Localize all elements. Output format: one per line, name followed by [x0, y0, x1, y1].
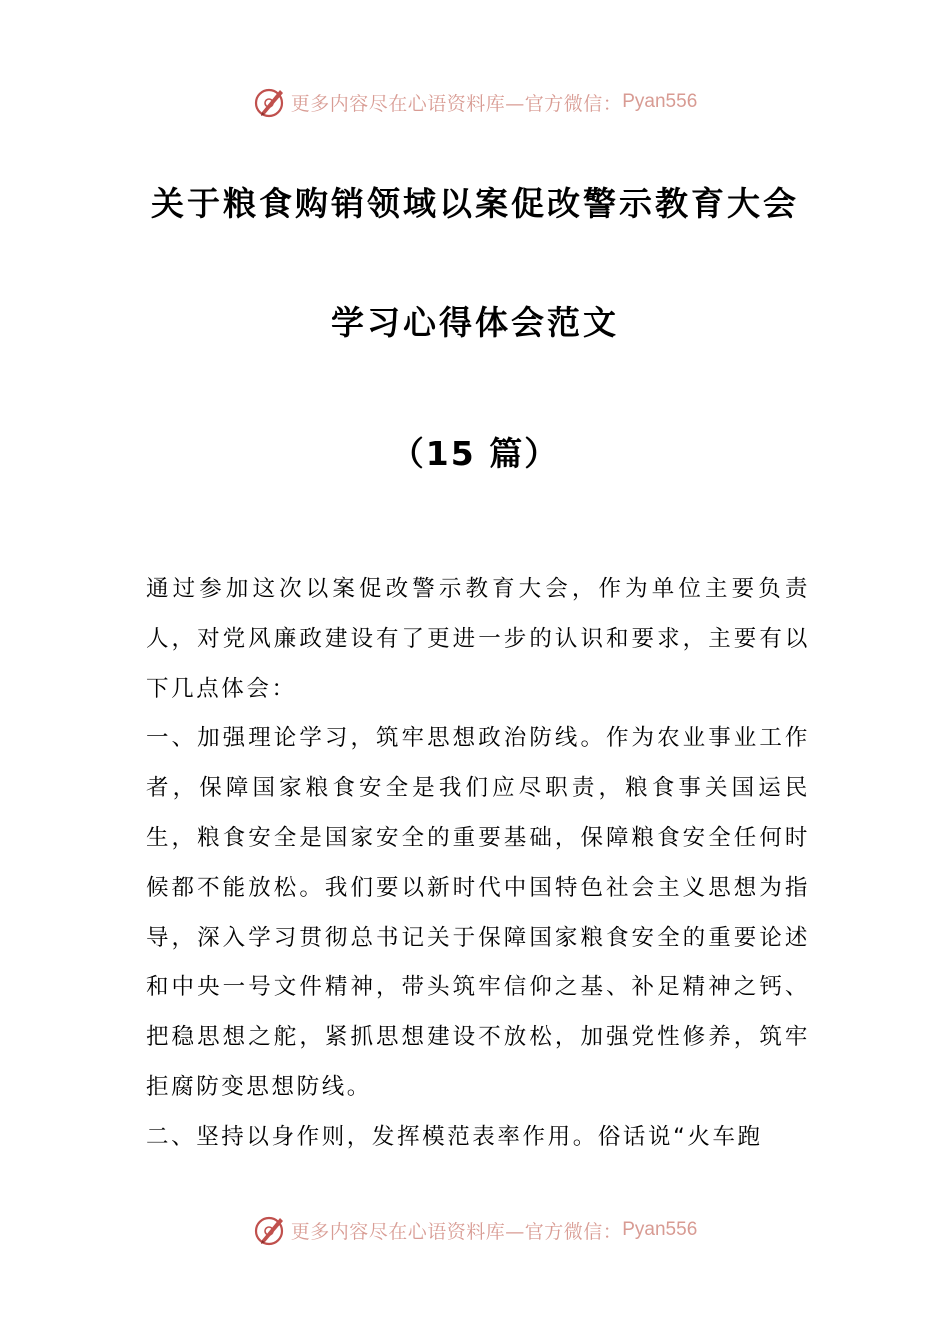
document-title-line-2: 学习心得体会范文 [331, 303, 619, 342]
body-paragraph: 二、坚持以身作则，发挥模范表率作用。俗话说“火车跑 [146, 1123, 763, 1150]
header-watermark [0, 82, 950, 122]
footer-watermark [0, 1210, 950, 1250]
document-body [146, 565, 810, 1163]
body-paragraph: 通过参加这次以案促改警示教育大会，作为单位主要负责人，对党风廉政建设有了更进一步的认识和要求，主要有以下几点体会： [146, 576, 810, 702]
pen-circle-logo-icon [253, 1213, 287, 1247]
footer-watermark-text: 更多内容尽在心语资料库—官方微信： [290, 1220, 623, 1243]
document-title-line-1: 关于粮食购销领域以案促改警示教育大会 [151, 184, 799, 223]
body-paragraph: 一、加强理论学习，筑牢思想政治防线。作为农业事业工作者，保障国家粮食安全是我们应尽职责，粮食事关国运民生，粮食安全是国家安全的重要基础，保障粮食安全任何时候都不能放松。我们要以新时代中国特色社会主义思想为指导，深入学习贯彻总书记关于保障国家粮食安全的重要论述和中央一号文件精神，带头筑牢信仰之基、补足精神之钙、把稳思想之舵，紧抓思想建设不放松，加强党性修养，筑牢拒腐防变思想防线。 [146, 725, 810, 1100]
header-wechat-id: Pyan556 [622, 91, 698, 112]
header-watermark-text: 更多内容尽在心语资料库—官方微信： [290, 92, 623, 115]
document-title-line-3: （15 篇） [390, 434, 560, 473]
footer-wechat-id: Pyan556 [622, 1219, 698, 1240]
pen-circle-logo-icon [253, 85, 287, 119]
